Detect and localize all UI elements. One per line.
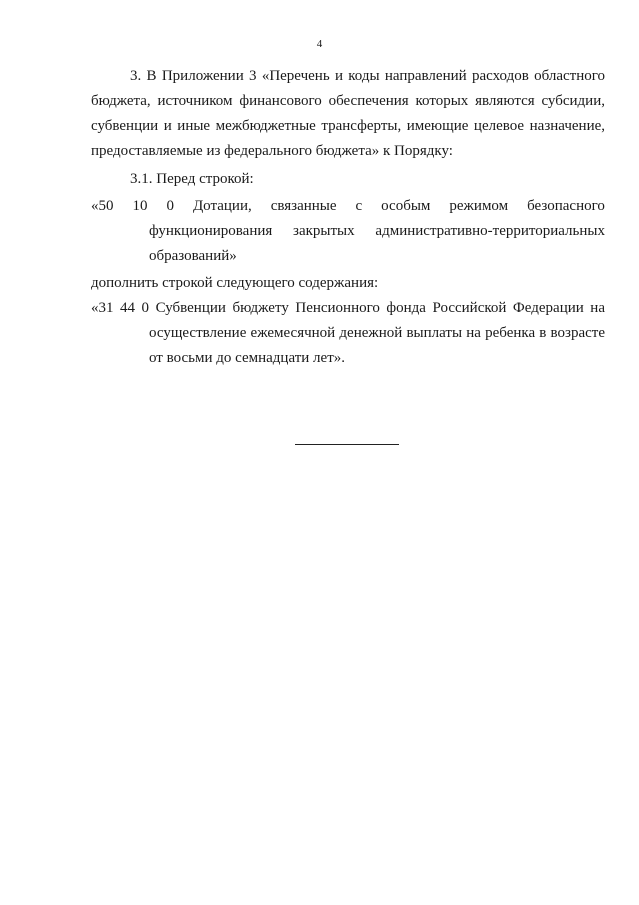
row-code-part: 10 (132, 198, 148, 214)
row-text-word: особым (381, 198, 431, 214)
row-text-word: режимом (449, 198, 509, 214)
end-divider-line (295, 444, 399, 445)
page-number: 4 (316, 38, 323, 50)
paragraph-add-row-instruction: дополнить строкой следующего содержания: (91, 275, 379, 291)
budget-row-existing (91, 194, 605, 264)
paragraph-amendment-intro: 3. В Приложении 3 «Перечень и коды направлений расходов областного бюджета, источником финансового обеспечения которых являются субсидии, субвенции и иные межбюджетные трансферты, имеющие целевое назначение, предоставляемые из федерального бюджета» к Порядку: (91, 68, 605, 159)
row-code-part: 0 (166, 198, 174, 214)
budget-row-new-first-line: «31 44 0 Субвенции бюджету Пенсионного фонда Российской Федерации на (91, 300, 605, 316)
row-code-part: «50 (91, 198, 114, 214)
row-text-word: безопасного (527, 198, 605, 214)
row-text-word: с (355, 198, 363, 214)
budget-row-new-continuation: осуществление ежемесячной денежной выплаты на ребенка в возрасте от восьми до семнадцати лет». (149, 325, 605, 366)
budget-row-existing-continuation: функционирования закрытых административно-территориальных образований» (149, 223, 605, 264)
row-text-word: связанные (270, 198, 337, 214)
row-text-word: Дотации, (192, 198, 252, 214)
budget-row-existing-first-line (91, 194, 605, 219)
paragraph-subsection-title: 3.1. Перед строкой: (130, 171, 254, 187)
